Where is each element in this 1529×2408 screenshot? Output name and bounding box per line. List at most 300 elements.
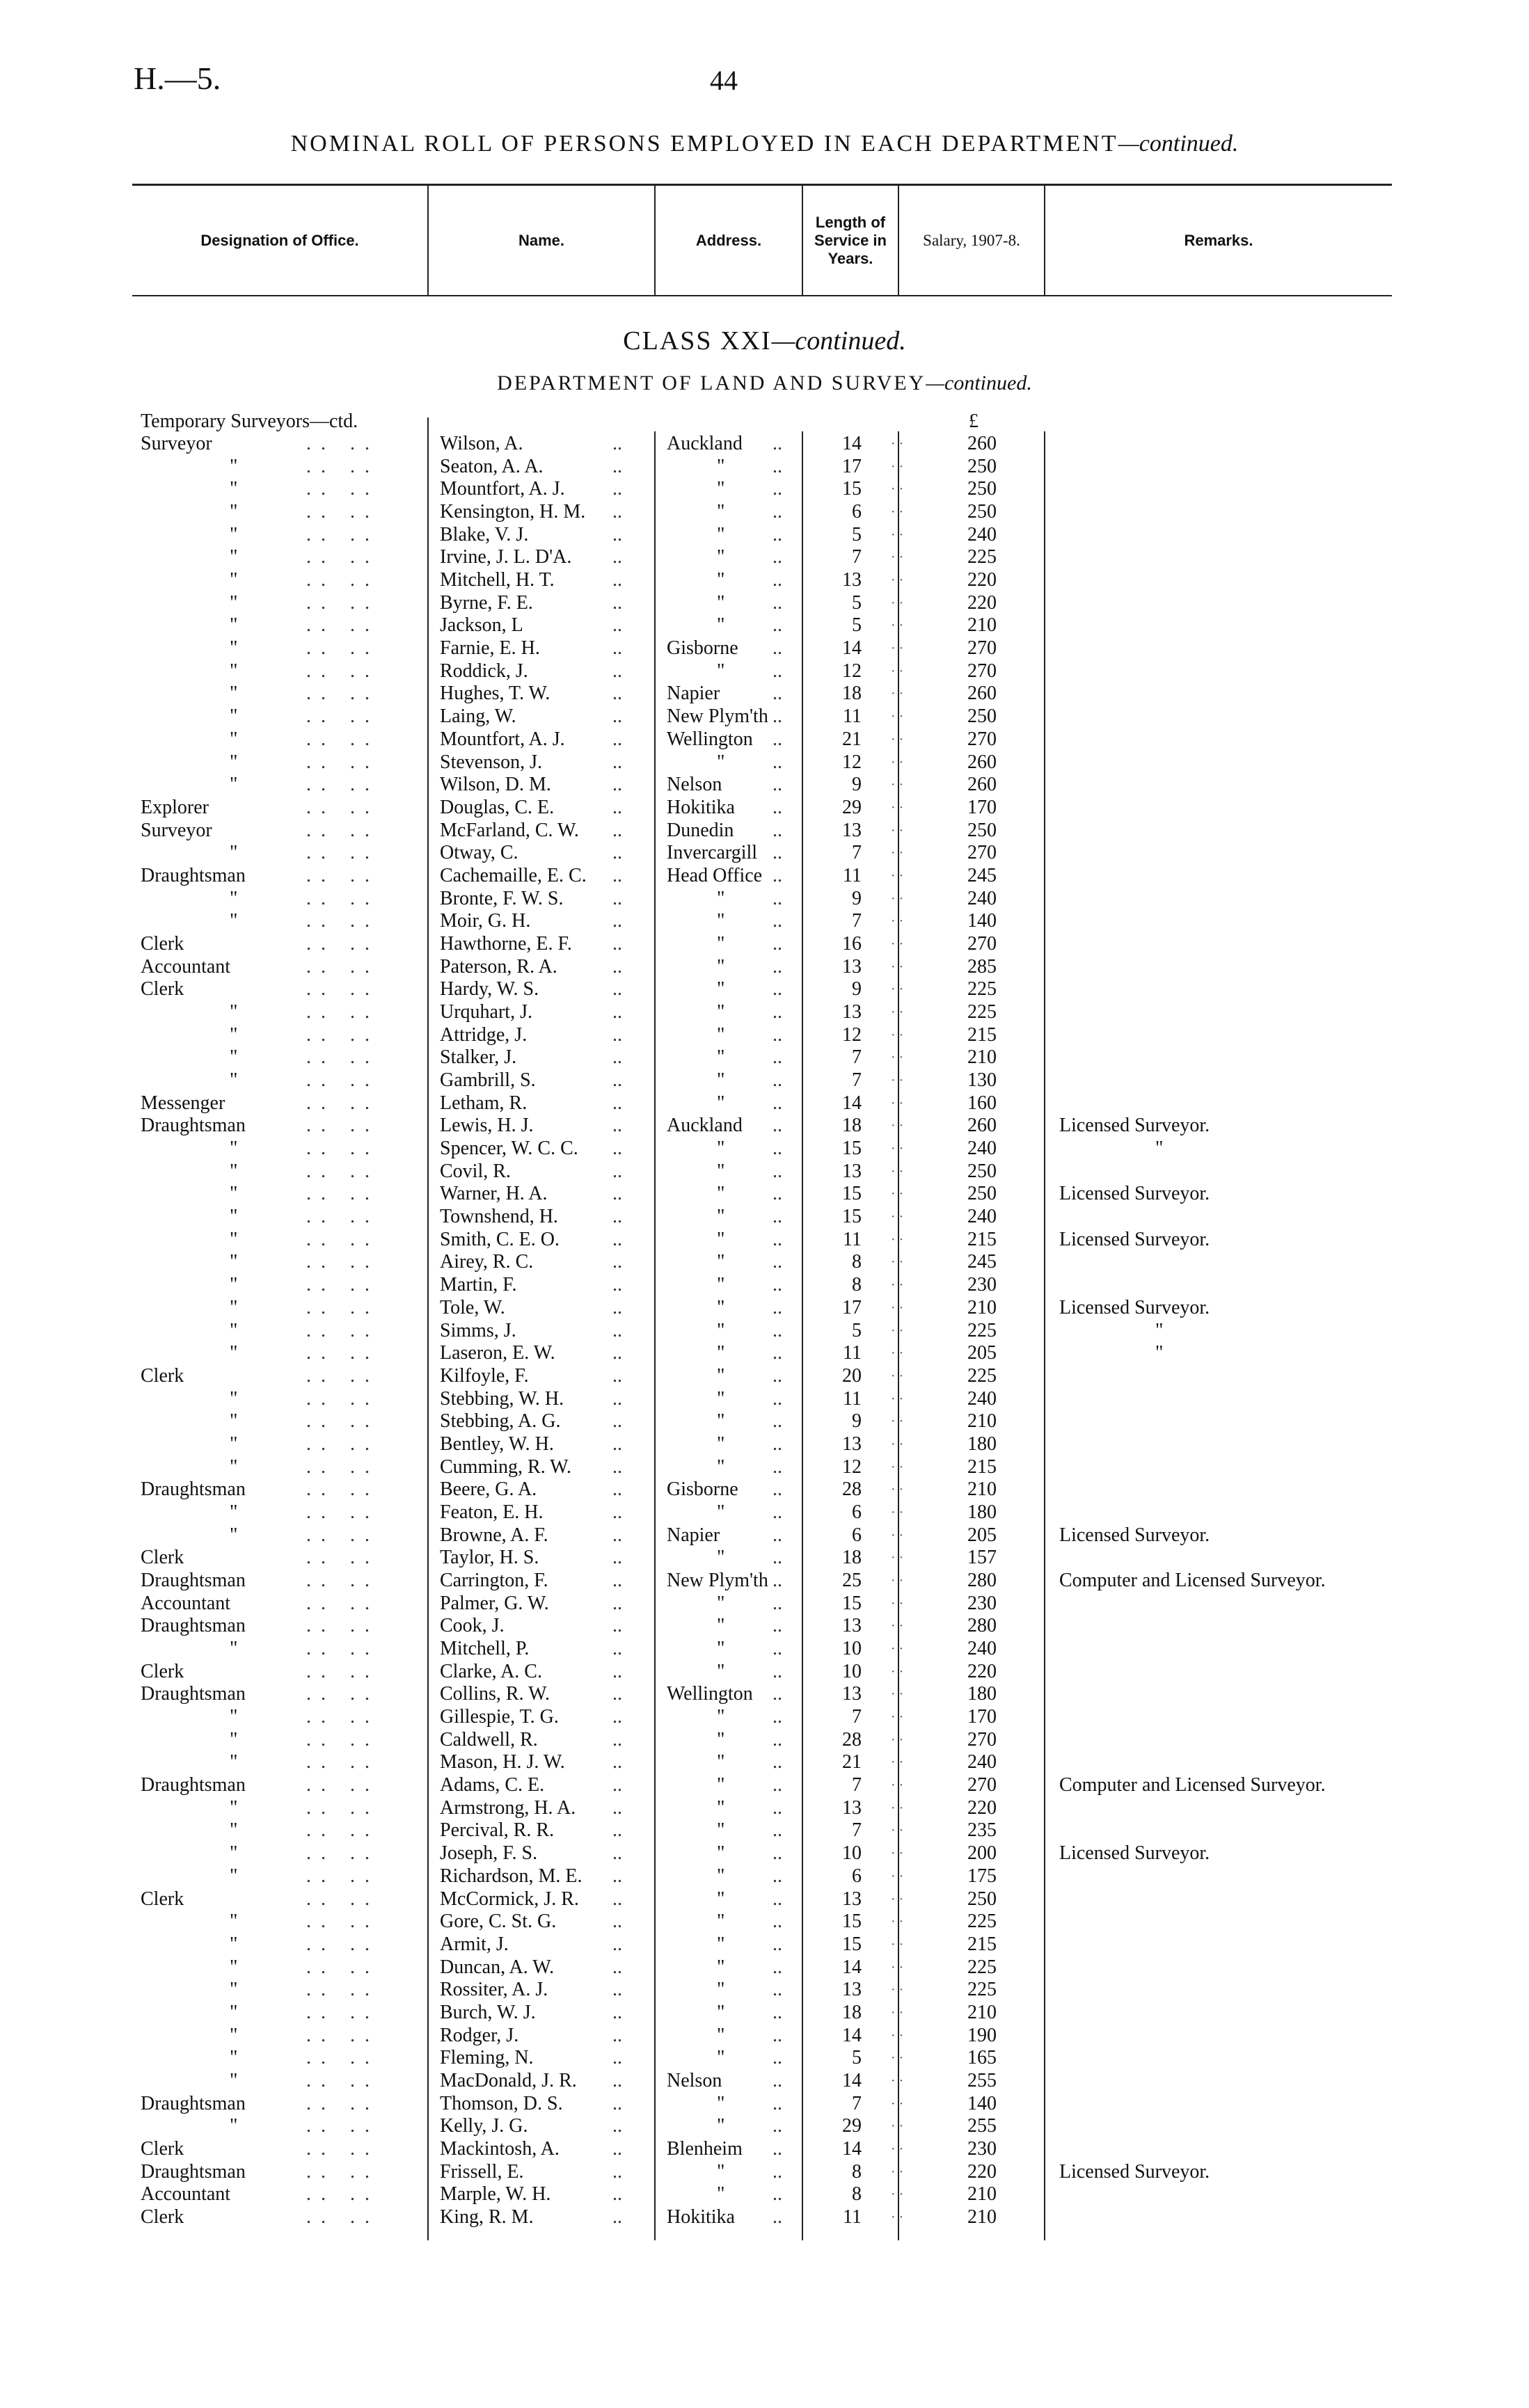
name-cell: McFarland, C. W.: [440, 819, 579, 841]
leader-dots: · ·: [891, 504, 904, 520]
salary-cell: 235: [967, 1819, 997, 1842]
salary-cell: 215: [967, 1933, 997, 1955]
table-row: [0, 797, 1529, 820]
address-cell: ": [717, 1888, 725, 1910]
designation-cell: ": [230, 637, 238, 660]
salary-cell: 210: [967, 614, 997, 637]
address-cell: ": [717, 1342, 725, 1364]
designation-cell: Draughtsman: [141, 1683, 246, 1705]
leader-dots: · ·: [891, 1868, 904, 1884]
length-cell: 5: [852, 1319, 862, 1341]
table-row: [0, 1638, 1529, 1661]
leader-dots: ..: [612, 1547, 622, 1569]
table-row: [0, 546, 1529, 569]
leader-dots: ..: [773, 1570, 782, 1591]
length-cell: 14: [842, 2138, 862, 2160]
name-cell: Gambrill, S.: [440, 1069, 536, 1092]
table-row: [0, 956, 1529, 979]
salary-cell: 205: [967, 1524, 997, 1546]
leader-dots: · ·: [891, 1959, 904, 1975]
leader-dots: .. ..: [306, 2047, 379, 2069]
address-cell: ": [717, 1410, 725, 1433]
address-cell: ": [717, 455, 725, 477]
leader-dots: · ·: [891, 1300, 904, 1316]
name-cell: Kensington, H. M.: [440, 501, 586, 523]
name-cell: Irvine, J. L. D'A.: [440, 546, 572, 568]
leader-dots: ..: [612, 1342, 622, 1364]
address-cell: ": [717, 1296, 725, 1318]
leader-dots: .. ..: [306, 1319, 379, 1341]
designation-cell: ": [230, 2024, 238, 2046]
table-row: [0, 1478, 1529, 1501]
name-cell: Armstrong, H. A.: [440, 1796, 576, 1819]
address-cell: New Plym'th: [667, 1570, 768, 1591]
designation-cell: ": [230, 774, 238, 796]
leader-dots: .. ..: [306, 455, 379, 477]
name-cell: Lewis, H. J.: [440, 1115, 534, 1137]
leader-dots: · ·: [891, 1323, 904, 1339]
designation-cell: ": [230, 1183, 238, 1205]
leader-dots: · ·: [891, 1277, 904, 1293]
leader-dots: ..: [612, 774, 622, 796]
designation-cell: Explorer: [141, 796, 209, 818]
salary-cell: 220: [967, 569, 997, 591]
length-cell: 13: [842, 1433, 862, 1455]
designation-cell: ": [230, 1251, 238, 1273]
leader-dots: .. ..: [306, 1796, 379, 1819]
leader-dots: .. ..: [306, 1819, 379, 1842]
leader-dots: ..: [773, 478, 782, 500]
table-row: [0, 1046, 1529, 1069]
table-row: [0, 1819, 1529, 1842]
designation-cell: ": [230, 2115, 238, 2137]
name-cell: Jackson, L: [440, 614, 523, 637]
document-code: H.—5.: [134, 61, 221, 96]
address-cell: ": [717, 932, 725, 955]
address-cell: ": [717, 1979, 725, 2001]
leader-dots: ..: [773, 1638, 782, 1660]
page-number: 44: [710, 65, 738, 96]
designation-cell: ": [230, 1274, 238, 1296]
designation-cell: ": [230, 1296, 238, 1318]
name-cell: Stebbing, A. G.: [440, 1410, 561, 1433]
table-row: [0, 820, 1529, 843]
leader-dots: ..: [773, 1115, 782, 1137]
designation-cell: ": [230, 1001, 238, 1023]
salary-cell: 225: [967, 1979, 997, 2001]
leader-dots: · ·: [891, 1846, 904, 1862]
leader-dots: ..: [612, 1842, 622, 1865]
leader-dots: ..: [612, 864, 622, 886]
table-row: [0, 1206, 1529, 1229]
leader-dots: · ·: [891, 1073, 904, 1089]
salary-cell: 140: [967, 2092, 997, 2114]
leader-dots: .. ..: [306, 2183, 379, 2206]
leader-dots: ..: [773, 591, 782, 614]
leader-dots: ..: [773, 955, 782, 978]
leader-dots: ..: [612, 1911, 622, 1933]
designation-cell: Surveyor: [141, 819, 212, 841]
length-cell: 8: [852, 1251, 862, 1273]
remarks-cell: Licensed Surveyor.: [1059, 2160, 1210, 2183]
leader-dots: .. ..: [306, 819, 379, 841]
name-cell: Cumming, R. W.: [440, 1456, 572, 1478]
address-cell: ": [717, 1933, 725, 1955]
leader-dots: · ·: [891, 481, 904, 497]
table-row: [0, 1092, 1529, 1115]
leader-dots: .. ..: [306, 1524, 379, 1546]
salary-cell: 270: [967, 932, 997, 955]
length-cell: 8: [852, 2183, 862, 2206]
designation-cell: ": [230, 1842, 238, 1865]
designation-cell: ": [230, 1706, 238, 1728]
name-cell: Taylor, H. S.: [440, 1547, 539, 1569]
salary-cell: 250: [967, 1183, 997, 1205]
table-row: [0, 888, 1529, 911]
length-cell: 7: [852, 2092, 862, 2114]
name-cell: Clarke, A. C.: [440, 1660, 542, 1682]
leader-dots: ..: [773, 819, 782, 841]
designation-cell: ": [230, 478, 238, 500]
designation-cell: ": [230, 887, 238, 909]
name-cell: Simms, J.: [440, 1319, 516, 1341]
designation-cell: ": [230, 751, 238, 773]
salary-cell: 210: [967, 2001, 997, 2023]
leader-dots: ..: [612, 478, 622, 500]
leader-dots: .. ..: [306, 1592, 379, 1614]
leader-dots: ..: [773, 1228, 782, 1250]
salary-cell: 260: [967, 751, 997, 773]
remarks-cell: ": [1155, 1342, 1164, 1364]
salary-cell: 270: [967, 728, 997, 750]
salary-cell: 205: [967, 1342, 997, 1364]
length-cell: 5: [852, 2047, 862, 2069]
salary-cell: 250: [967, 1888, 997, 1910]
designation-cell: Clerk: [141, 932, 184, 955]
leader-dots: ..: [773, 1911, 782, 1933]
address-cell: ": [717, 1911, 725, 1933]
leader-dots: ..: [612, 1456, 622, 1478]
leader-dots: · ·: [891, 550, 904, 566]
leader-dots: · ·: [891, 573, 904, 589]
leader-dots: · ·: [891, 822, 904, 838]
address-cell: ": [717, 1319, 725, 1341]
class-title: [0, 326, 1529, 356]
leader-dots: .. ..: [306, 1001, 379, 1023]
name-cell: Letham, R.: [440, 1092, 528, 1114]
leader-dots: · ·: [891, 2187, 904, 2203]
leader-dots: · ·: [891, 1005, 904, 1020]
remarks-cell: ": [1155, 1138, 1164, 1160]
leader-dots: ..: [612, 1046, 622, 1069]
designation-cell: ": [230, 1342, 238, 1364]
leader-dots: ..: [773, 1206, 782, 1228]
leader-dots: ..: [612, 1956, 622, 1978]
leader-dots: · ·: [891, 1163, 904, 1179]
name-cell: Laseron, E. W.: [440, 1342, 555, 1364]
leader-dots: ..: [773, 1956, 782, 1978]
address-cell: ": [717, 751, 725, 773]
leader-dots: .. ..: [306, 1296, 379, 1318]
table-row: [0, 2115, 1529, 2138]
designation-cell: ": [230, 1138, 238, 1160]
designation-cell: ": [230, 1751, 238, 1773]
table-row: [0, 1729, 1529, 1752]
table-row: [0, 1865, 1529, 1888]
length-cell: 10: [842, 1660, 862, 1682]
currency-symbol: £: [969, 410, 979, 432]
leader-dots: ..: [773, 1660, 782, 1682]
table-row: [0, 683, 1529, 705]
table-row: [0, 1274, 1529, 1297]
salary-cell: 260: [967, 774, 997, 796]
leader-dots: .. ..: [306, 1092, 379, 1114]
leader-dots: · ·: [891, 1459, 904, 1475]
leader-dots: ..: [773, 1979, 782, 2001]
length-cell: 18: [842, 1547, 862, 1569]
remarks-cell: Licensed Surveyor.: [1059, 1228, 1210, 1250]
name-cell: Wilson, D. M.: [440, 774, 551, 796]
designation-cell: Clerk: [141, 2138, 184, 2160]
salary-cell: 225: [967, 546, 997, 568]
name-cell: Caldwell, R.: [440, 1728, 538, 1751]
designation-cell: ": [230, 1433, 238, 1455]
address-cell: ": [717, 1842, 725, 1865]
leader-dots: .. ..: [306, 1570, 379, 1591]
leader-dots: · ·: [891, 2050, 904, 2066]
address-cell: Dunedin: [667, 819, 734, 841]
table-row: [0, 1456, 1529, 1479]
salary-cell: 230: [967, 2138, 997, 2160]
leader-dots: ..: [773, 1342, 782, 1364]
designation-cell: ": [230, 1160, 238, 1182]
leader-dots: ..: [773, 1274, 782, 1296]
leader-dots: · ·: [891, 1368, 904, 1384]
leader-dots: ..: [773, 932, 782, 955]
leader-dots: · ·: [891, 1936, 904, 1952]
length-cell: 6: [852, 1865, 862, 1887]
address-cell: ": [717, 887, 725, 909]
salary-cell: 210: [967, 1410, 997, 1433]
leader-dots: ..: [773, 2206, 782, 2228]
leader-dots: ..: [612, 1933, 622, 1955]
designation-cell: Accountant: [141, 2183, 231, 2206]
table-row: [0, 1251, 1529, 1274]
designation-cell: ": [230, 1796, 238, 1819]
leader-dots: · ·: [891, 618, 904, 634]
address-cell: Napier: [667, 1524, 720, 1546]
name-cell: Burch, W. J.: [440, 2001, 536, 2023]
leader-dots: ..: [612, 2001, 622, 2023]
address-cell: ": [717, 978, 725, 1000]
leader-dots: ..: [773, 1774, 782, 1796]
name-cell: Bronte, F. W. S.: [440, 887, 564, 909]
leader-dots: ..: [773, 523, 782, 545]
length-cell: 8: [852, 1274, 862, 1296]
leader-dots: .. ..: [306, 1956, 379, 1978]
leader-dots: ..: [612, 660, 622, 682]
table-row: [0, 774, 1529, 797]
table-row: [0, 1183, 1529, 1206]
table-row: [0, 1297, 1529, 1320]
leader-dots: · ·: [891, 1027, 904, 1043]
leader-dots: · ·: [891, 799, 904, 815]
salary-cell: 285: [967, 955, 997, 978]
designation-cell: ": [230, 1911, 238, 1933]
leader-dots: ..: [612, 1774, 622, 1796]
designation-cell: Clerk: [141, 978, 184, 1000]
table-row: [0, 614, 1529, 637]
salary-cell: 160: [967, 1092, 997, 1114]
table-row: [0, 592, 1529, 615]
remarks-cell: Licensed Surveyor.: [1059, 1524, 1210, 1546]
leader-dots: ..: [773, 1410, 782, 1433]
heading-text: NOMINAL ROLL OF PERSONS EMPLOYED IN EACH DEPARTMENT: [290, 131, 1118, 157]
name-cell: Duncan, A. W.: [440, 1956, 555, 1978]
address-cell: ": [717, 614, 725, 637]
table-row: [0, 1410, 1529, 1433]
designation-cell: ": [230, 1228, 238, 1250]
leader-dots: .. ..: [306, 501, 379, 523]
leader-dots: ..: [773, 546, 782, 568]
address-cell: ": [717, 478, 725, 500]
department-title-suffix: —continued.: [926, 372, 1032, 394]
leader-dots: .. ..: [306, 2160, 379, 2183]
leader-dots: ..: [773, 1706, 782, 1728]
name-cell: Beere, G. A.: [440, 1478, 537, 1501]
salary-cell: 210: [967, 1296, 997, 1318]
leader-dots: · ·: [891, 2027, 904, 2043]
address-cell: ": [717, 1183, 725, 1205]
address-cell: ": [717, 1865, 725, 1887]
leader-dots: .. ..: [306, 523, 379, 545]
table-row: [0, 1161, 1529, 1183]
leader-dots: ..: [612, 2160, 622, 2183]
length-cell: 12: [842, 751, 862, 773]
leader-dots: · ·: [891, 754, 904, 770]
length-cell: 7: [852, 842, 862, 864]
address-cell: ": [717, 591, 725, 614]
name-cell: Moir, G. H.: [440, 910, 531, 932]
leader-dots: .. ..: [306, 1206, 379, 1228]
leader-dots: ..: [773, 1478, 782, 1501]
salary-cell: 230: [967, 1274, 997, 1296]
leader-dots: · ·: [891, 2164, 904, 2180]
designation-cell: ": [230, 501, 238, 523]
leader-dots: · ·: [891, 2142, 904, 2157]
length-cell: 10: [842, 1842, 862, 1865]
page-heading: [0, 131, 1529, 157]
name-cell: Gore, C. St. G.: [440, 1911, 557, 1933]
leader-dots: .. ..: [306, 1911, 379, 1933]
leader-dots: · ·: [891, 1414, 904, 1430]
name-cell: Otway, C.: [440, 842, 518, 864]
leader-dots: .. ..: [306, 1751, 379, 1773]
length-cell: 15: [842, 1592, 862, 1614]
designation-cell: ": [230, 1206, 238, 1228]
leader-dots: · ·: [891, 1618, 904, 1634]
leader-dots: ..: [773, 455, 782, 477]
length-cell: 13: [842, 569, 862, 591]
leader-dots: .. ..: [306, 796, 379, 818]
address-cell: Nelson: [667, 774, 722, 796]
leader-dots: ..: [612, 1069, 622, 1092]
leader-dots: ..: [612, 1296, 622, 1318]
salary-cell: 225: [967, 978, 997, 1000]
salary-cell: 220: [967, 1660, 997, 1682]
leader-dots: ..: [612, 2092, 622, 2114]
designation-cell: ": [230, 1387, 238, 1410]
salary-cell: 280: [967, 1615, 997, 1637]
address-cell: ": [717, 1660, 725, 1682]
salary-cell: 245: [967, 864, 997, 886]
length-cell: 28: [842, 1478, 862, 1501]
leader-dots: ..: [773, 1456, 782, 1478]
leader-dots: ..: [773, 1865, 782, 1887]
leader-dots: .. ..: [306, 751, 379, 773]
salary-cell: 220: [967, 1796, 997, 1819]
remarks-cell: Computer and Licensed Surveyor.: [1059, 1774, 1326, 1796]
address-cell: ": [717, 1228, 725, 1250]
leader-dots: ..: [612, 955, 622, 978]
table-row: [0, 1751, 1529, 1774]
leader-dots: .. ..: [306, 1342, 379, 1364]
salary-cell: 170: [967, 1706, 997, 1728]
leader-dots: .. ..: [306, 546, 379, 568]
salary-cell: 140: [967, 910, 997, 932]
leader-dots: .. ..: [306, 728, 379, 750]
leader-dots: ..: [773, 842, 782, 864]
designation-cell: Draughtsman: [141, 2160, 246, 2183]
leader-dots: · ·: [891, 1118, 904, 1134]
leader-dots: ..: [612, 1570, 622, 1591]
leader-dots: .. ..: [306, 1023, 379, 1046]
leader-dots: ..: [612, 1638, 622, 1660]
table-row: [0, 705, 1529, 728]
address-cell: ": [717, 2160, 725, 2183]
leader-dots: ..: [612, 1228, 622, 1250]
salary-cell: 215: [967, 1023, 997, 1046]
name-cell: Roddick, J.: [440, 660, 528, 682]
leader-dots: · ·: [891, 1778, 904, 1794]
leader-dots: · ·: [891, 1550, 904, 1566]
salary-cell: 250: [967, 501, 997, 523]
designation-cell: Draughtsman: [141, 2092, 246, 2114]
leader-dots: ..: [612, 1274, 622, 1296]
leader-dots: .. ..: [306, 1774, 379, 1796]
address-cell: Napier: [667, 683, 720, 705]
length-cell: 7: [852, 1706, 862, 1728]
leader-dots: ..: [773, 796, 782, 818]
address-cell: ": [717, 1706, 725, 1728]
length-cell: 7: [852, 1774, 862, 1796]
remarks-cell: Licensed Surveyor.: [1059, 1115, 1210, 1137]
leader-dots: · ·: [891, 731, 904, 747]
table-row: [0, 1683, 1529, 1706]
name-cell: Collins, R. W.: [440, 1683, 550, 1705]
table-row: [0, 865, 1529, 888]
leader-dots: ..: [773, 637, 782, 660]
table-row: [0, 1933, 1529, 1956]
leader-dots: .. ..: [306, 1728, 379, 1751]
length-cell: 13: [842, 1683, 862, 1705]
leader-dots: ..: [773, 1433, 782, 1455]
table-row: [0, 1547, 1529, 1570]
table-row: [0, 1320, 1529, 1343]
leader-dots: ..: [773, 683, 782, 705]
leader-dots: ..: [773, 2183, 782, 2206]
leader-dots: ..: [773, 887, 782, 909]
